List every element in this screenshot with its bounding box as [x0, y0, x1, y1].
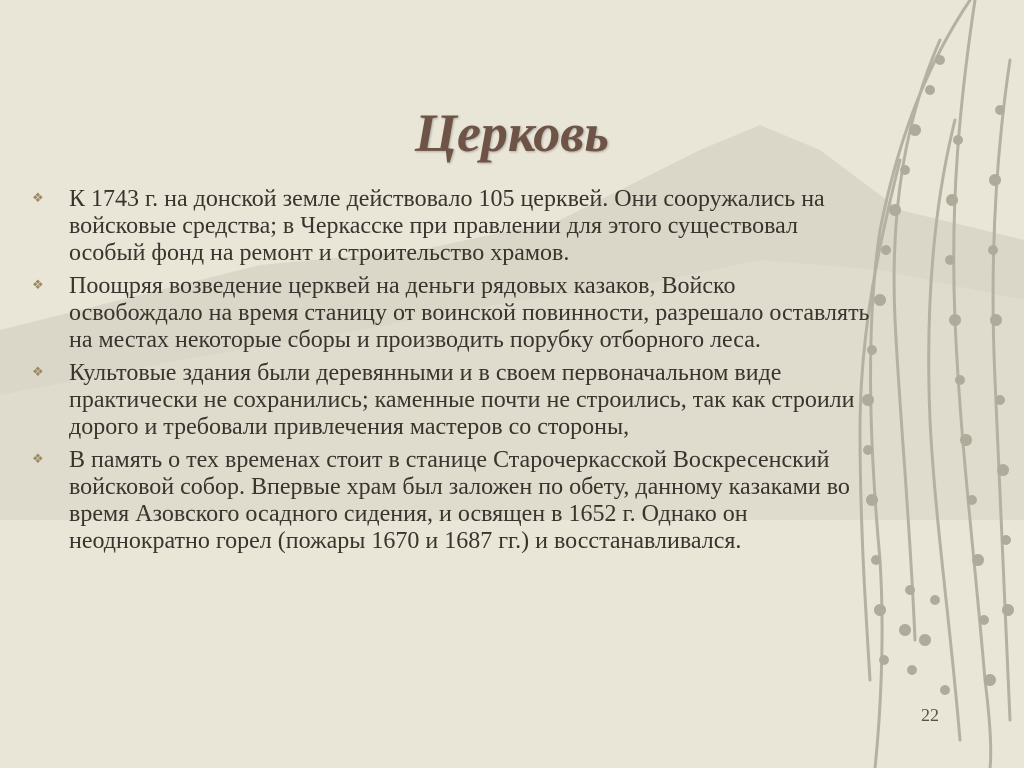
- bullet-item: [32, 447, 872, 555]
- slide-title: Церковь: [414, 103, 610, 163]
- bullet-text: Поощряя возведение церквей на деньги рядовых казаков, Войско освобождало на время станицу от воинской повинности, разрешало оставлять на местах некоторые сборы и производить порубку отборного леса.: [69, 273, 870, 353]
- diamond-bullet-icon: ❖: [32, 365, 44, 380]
- bullet-text: Культовые здания были деревянными и в своем первоначальном виде практически не сохранились; каменные почти не строились, так как строили дорого и требовали привлечения мастеров со стороны,: [69, 360, 855, 440]
- diamond-bullet-icon: ❖: [32, 452, 44, 467]
- page-number: 22: [921, 705, 939, 725]
- bullet-item: [32, 186, 872, 267]
- bullet-text: В память о тех временах стоит в станице Старочеркасской Воскресенский войсковой собор. Впервые храм был заложен по обету, данному казаками во время Азовского осадного сидения, и освящен в 1652 г. Однако он неоднократно горел (пожары 1670 и 1687 гг.) и восстанавливался.: [69, 447, 850, 554]
- bullet-item: [32, 273, 872, 354]
- bullet-list: [32, 186, 872, 561]
- diamond-bullet-icon: ❖: [32, 191, 44, 206]
- bullet-item: [32, 360, 872, 441]
- bullet-text: К 1743 г. на донской земле действовало 105 церквей. Они сооружались на войсковые средства; в Черкасске при правлении для этого существовал особый фонд на ремонт и строительство храмов.: [69, 186, 825, 266]
- diamond-bullet-icon: ❖: [32, 278, 44, 293]
